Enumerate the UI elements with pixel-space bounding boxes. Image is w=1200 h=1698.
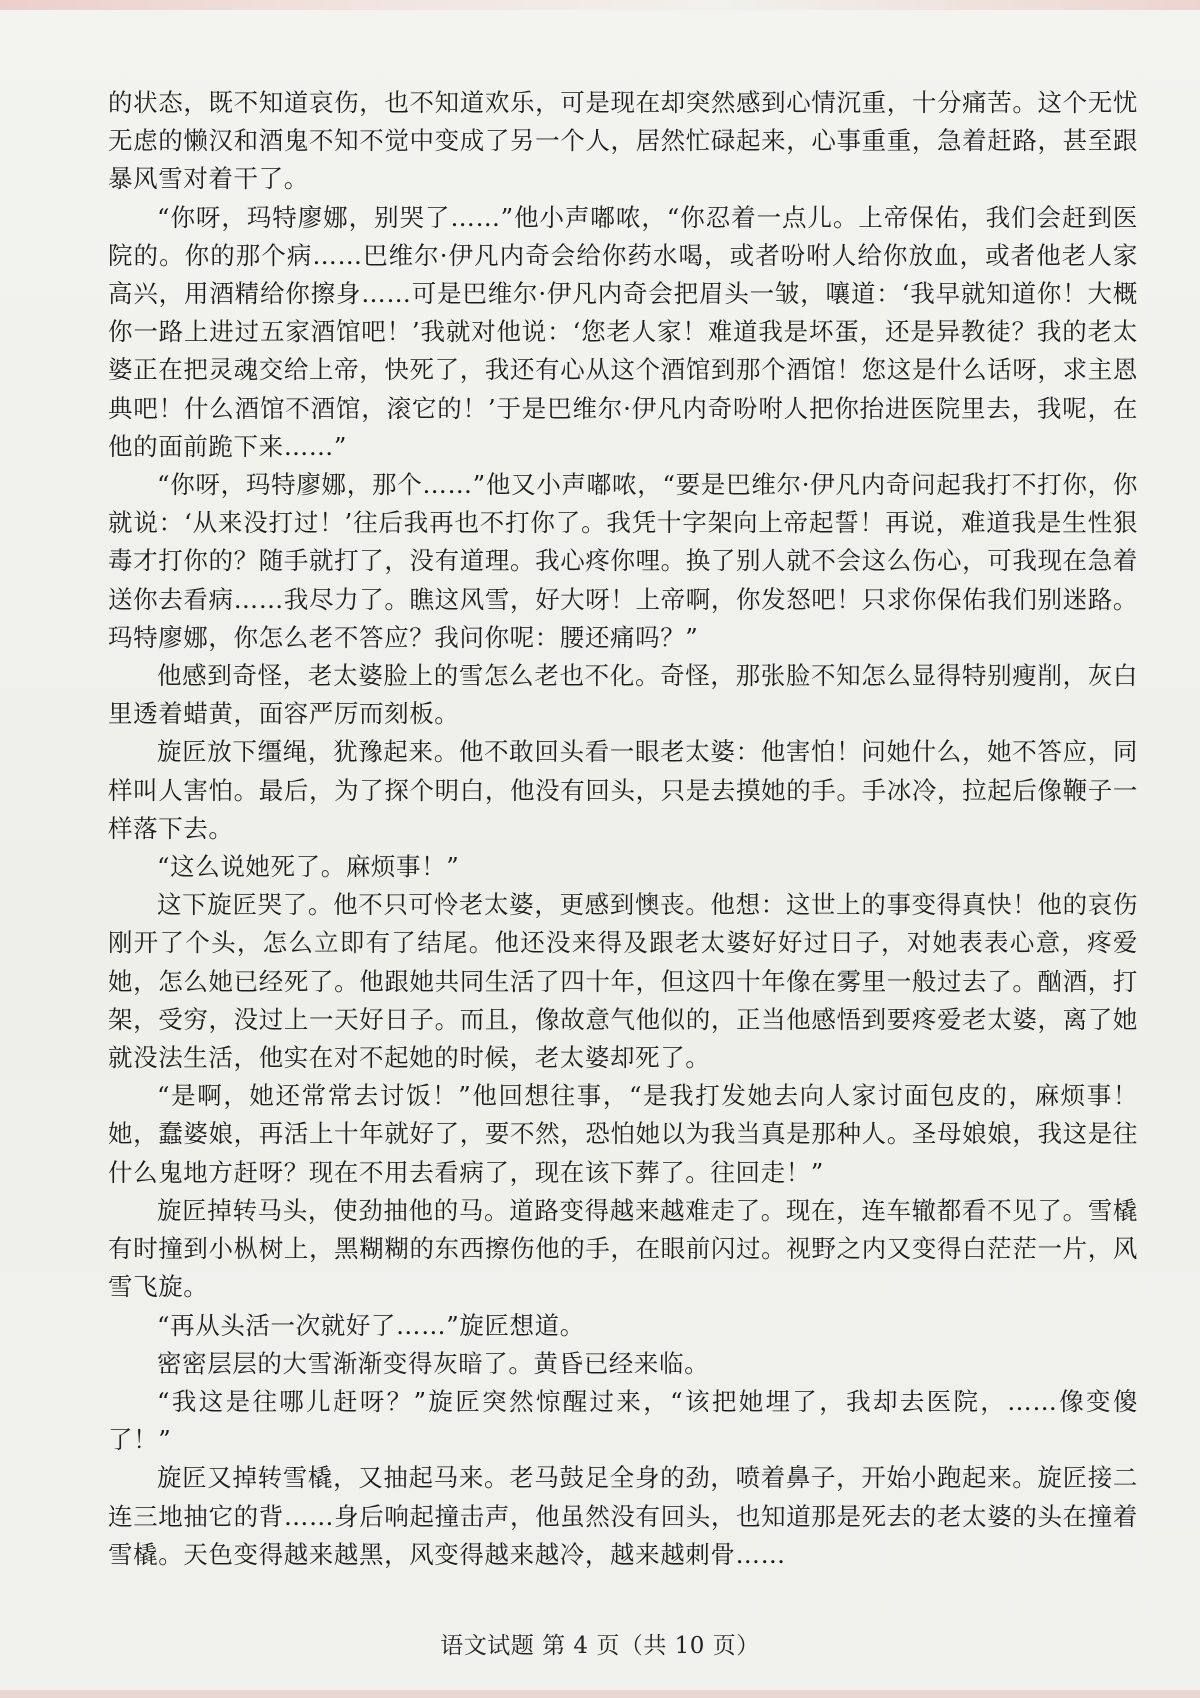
paragraph-6: “这么说她死了。麻烦事！” xyxy=(157,852,460,882)
page-footer: 语文试题 第 4 页（共 10 页） xyxy=(440,1633,760,1659)
paragraph-5: 旋匠放下缰绳，犹豫起来。他不敢回头看一眼老太婆：他害怕！问她什么，她不答应，同样叫人害怕。最后，为了探个明白，他没有回头，只是去摸她的手。手冰冷，拉起后像鞭子一样落下去。 xyxy=(108,737,1138,843)
paragraph-10: “再从头活一次就好了……”旋匠想道。 xyxy=(157,1310,585,1340)
paragraph-8: “是啊，她还常常去讨饭！”他回想往事，“是我打发她去向人家讨面包皮的，麻烦事！她，蠢婆娘，再活上十年就好了，要不然，恐怕她以为我当真是那种人。圣母娘娘，我这是往什么鬼地方赶呀？现在不用去看病了，现在该下葬了。往回走！” xyxy=(108,1081,1138,1187)
paragraph-3: “你呀，玛特廖娜，那个……”他又小声嘟哝，“要是巴维尔·伊凡内奇问起我打不打你，你就说：‘从来没打过！’往后我再也不打你了。我凭十字架向上帝起誓！再说，难道我是生性狠毒才打你的？随手就打了，没有道理。我心疼你哩。换了别人就不会这么伤心，可我现在急着送你去看病……我尽力了。瞧这风雪，好大呀！上帝啊，你发怒吧！只求你保佑我们别迷路。玛特廖娜，你怎么老不答应？我问你呢：腰还痛吗？” xyxy=(108,470,1138,652)
paragraph-4: 他感到奇怪，老太婆脸上的雪怎么老也不化。奇怪，那张脸不知怎么显得特别瘦削，灰白里透着蜡黄，面容严厉而刻板。 xyxy=(108,661,1138,729)
paragraph-12: “我这是往哪儿赶呀？”旋匠突然惊醒过来，“该把她埋了，我却去医院，……像变傻了！” xyxy=(108,1386,1138,1455)
paragraph-9: 旋匠掉转马头，使劲抽他的马。道路变得越来越难走了。现在，连车辙都看不见了。雪橇有时撞到小枞树上，黑糊糊的东西擦伤他的手，在眼前闪过。视野之内又变得白茫茫一片，风雪飞旋。 xyxy=(108,1195,1138,1302)
paragraph-2: “你呀，玛特廖娜，别哭了……”他小声嘟哝，“你忍着一点儿。上帝保佑，我们会赶到医院的。你的那个病……巴维尔·伊凡内奇会给你药水喝，或者吩咐人给你放血，或者他老人家高兴，用酒精给你擦身……可是巴维尔·伊凡内奇会把眉头一皱，嚷道：‘我早就知道你！大概你一路上进过五家酒馆吧！’我就对他说：‘您老人家！难道我是坏蛋，还是异教徒？我的老太婆正在把灵魂交给上帝，快死了，我还有心从这个酒馆到那个酒馆！您这是什么话呀，求主恩典吧！什么酒馆不酒馆，滚它的！’于是巴维尔·伊凡内奇吩咐人把你抬进医院里去，我呢，在他的面前跪下来……” xyxy=(108,202,1138,461)
paragraph-7: 这下旋匠哭了。他不只可怜老太婆，更感到懊丧。他想：这世上的事变得真快！他的哀伤刚开了个头，怎么立即有了结尾。他还没来得及跟老太婆好好过日子，对她表表心意，疼爱她，怎么她已经死了。他跟她共同生活了四十年，但这四十年像在雾里一般过去了。酗酒，打架，受穷，没过上一天好日子。而且，像故意气他似的，正当他感悟到要疼爱老太婆，离了她就没法生活，他实在对不起她的时候，老太婆却死了。 xyxy=(108,890,1138,1073)
story-text-body xyxy=(108,84,1138,1574)
paragraph-13: 旋匠又掉转雪橇，又抽起马来。老马鼓足全身的劲，喷着鼻子，开始小跑起来。旋匠接二连三地抽它的背……身后响起撞击声，他虽然没有回头，也知道那是死去的老太婆的头在撞着雪橇。天色变得越来越黑，风变得越来越冷，越来越刺骨…… xyxy=(108,1463,1138,1569)
paper-bottom-edge xyxy=(0,1690,1200,1698)
paper-top-edge xyxy=(0,0,1200,10)
paragraph-11: 密密层层的大雪渐渐变得灰暗了。黄昏已经来临。 xyxy=(157,1348,710,1378)
paragraph-1: 的状态，既不知道哀伤，也不知道欢乐，可是现在却突然感到心情沉重，十分痛苦。这个无忧无虑的懒汉和酒鬼不知不觉中变成了另一个人，居然忙碌起来，心事重重，急着赶路，甚至跟暴风雪对着干了。 xyxy=(108,88,1138,194)
